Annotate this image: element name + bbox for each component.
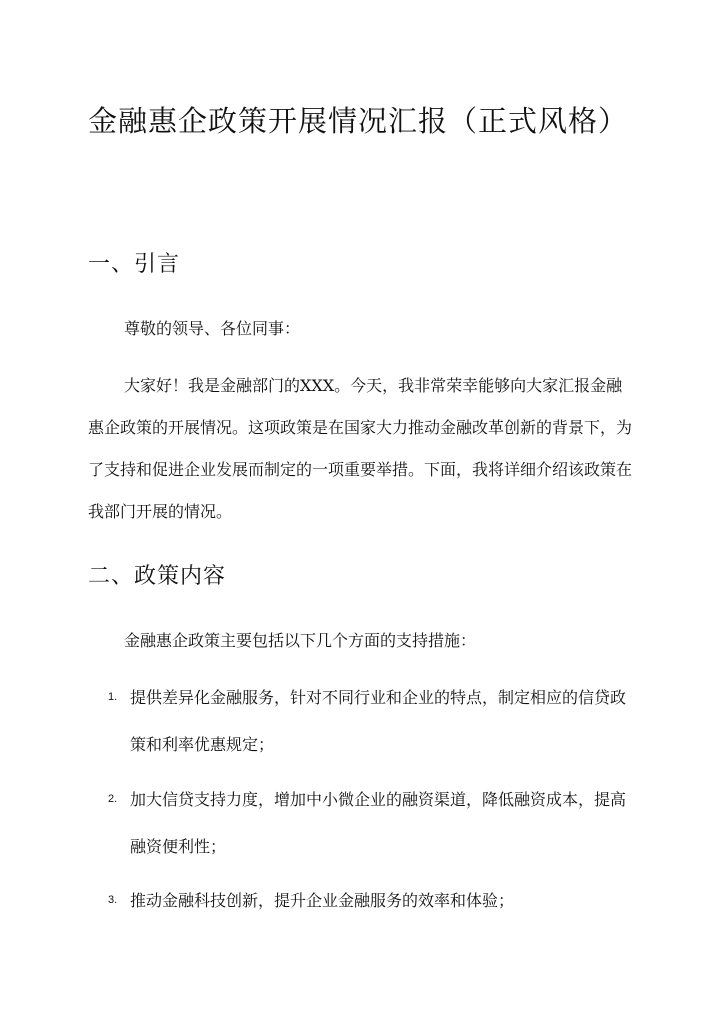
list-item	[108, 674, 628, 768]
list-item-number: 2.	[108, 793, 118, 805]
list-item-text: 推动金融科技创新，提升企业金融服务的效率和体验；	[130, 891, 515, 910]
list-item	[108, 776, 628, 870]
list-item	[108, 877, 628, 924]
policy-intro-paragraph: 金融惠企政策主要包括以下几个方面的支持措施：	[124, 631, 477, 650]
section-heading-policy: 二、政策内容	[88, 564, 227, 589]
list-item-number: 3.	[108, 894, 118, 906]
list-item-number: 1.	[108, 691, 118, 703]
list-item-text: 提供差异化金融服务，针对不同行业和企业的特点，制定相应的信贷政策和利率优惠规定；	[130, 688, 627, 754]
list-item-text: 加大信贷支持力度，增加中小微企业的融资渠道，降低融资成本，提高融资便利性；	[130, 790, 627, 856]
section-heading-intro: 一、引言	[88, 252, 181, 277]
intro-paragraph: 大家好！我是金融部门的XXX。今天，我非常荣幸能够向大家汇报金融惠企政策的开展情况。这项政策是在国家大力推动金融改革创新的背景下，为了支持和促进企业发展而制定的一项重要举措。下面，我将详细介绍该政策在我部门开展的情况。	[88, 376, 633, 521]
salutation-paragraph: 尊敬的领导、各位同事：	[124, 319, 301, 338]
document-title: 金融惠企政策开展情况汇报（正式风格）	[88, 104, 629, 138]
